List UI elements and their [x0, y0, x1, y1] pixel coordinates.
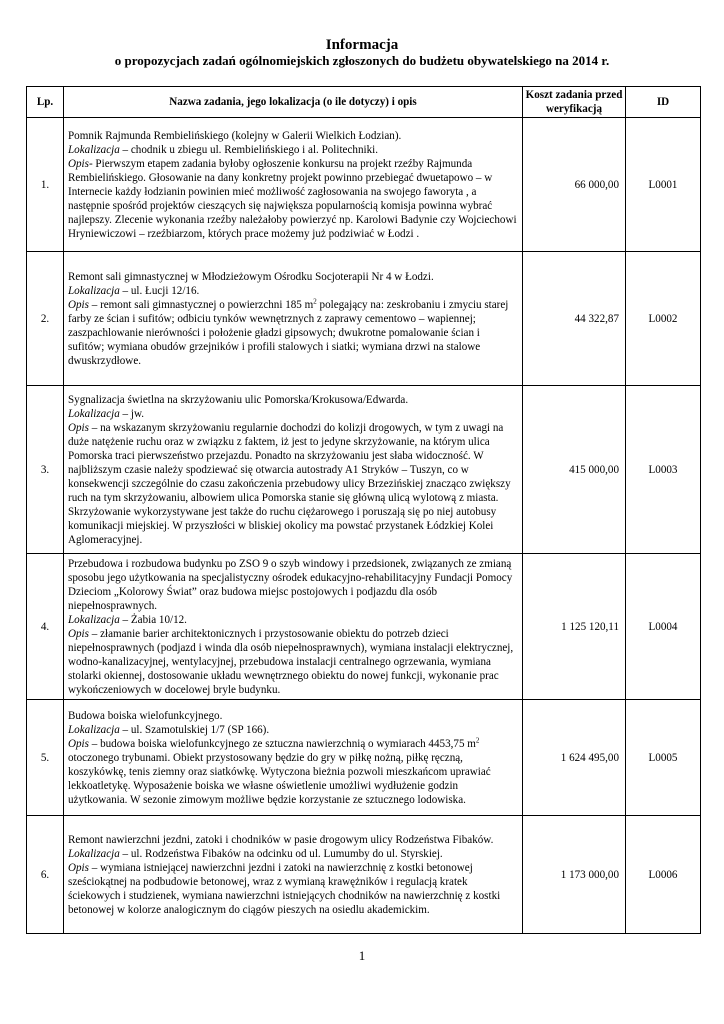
task-title: Remont sali gimnastycznej w Młodzieżowym Ośrodku Socjoterapii Nr 4 w Łodzi. — [68, 271, 434, 283]
task-description — [68, 421, 518, 547]
description-label: Opis — [68, 862, 89, 874]
superscript: 2 — [475, 736, 480, 745]
task-title: Sygnalizacja świetlna na skrzyżowaniu ulic Pomorska/Krokusowa/Edwarda. — [68, 394, 409, 406]
row-cost: 1 624 495,00 — [523, 700, 626, 816]
description-text: - Pierwszym etapem zadania byłoby ogłoszenie konkursu na projekt rzeźby Rajmunda Rembielińskiego. Głosowanie na dany konkretny projekt powinno przebiegać dwuetapowo – w Internecie każdy łodzianin powinien mieć możliwość zagłosowania na swojego faworyta , a następnie spośród projektów cieszących się największa popularnością komisja powinna wybrać najlepszy. Zlecenie wykonania rzeźby należałoby powierzyć np. Karolowi Badynie czy Wojciechowi Hryniewiczowi – rzeźbiarzom, których prace możemy już podziwiać w Łodzi . — [68, 158, 517, 240]
location-label: Lokalizacja — [68, 848, 120, 860]
row-description — [64, 252, 523, 386]
description-label: Opis — [68, 299, 89, 311]
column-header-lp: Lp. — [27, 87, 64, 118]
row-id: L0002 — [626, 252, 701, 386]
row-id: L0005 — [626, 700, 701, 816]
row-id: L0006 — [626, 816, 701, 934]
description-text-cont: polegający na: zeskrobaniu i zmyciu starej farby ze ścian i sufitów; odbiciu tynków wewnętrznych z zaprawy cementowo – wapiennej; zaszpachlowanie nierówności i położenie gładzi gipsowych; dwukrotne pomalowanie ścian i sufitów; wymiana obudów grzejników i profili stalowych i siatki; wymiana drzwi na stalowe dwuskrzydłowe. — [68, 299, 509, 367]
location-text: – chodnik u zbiegu ul. Rembielińskiego i al. Politechniki. — [119, 144, 378, 156]
task-description — [68, 627, 518, 697]
task-description — [68, 298, 518, 368]
task-location — [68, 143, 518, 157]
column-header-id: ID — [626, 87, 701, 118]
row-description — [64, 386, 523, 554]
description-text: – na wskazanym skrzyżowaniu regularnie dochodzi do kolizji drogowych, w tym z uwagi na duże natężenie ruchu oraz w związku z faktem, iż jest to jedyne skrzyżowanie, na którym ulica Pomorska traci pierwszeństwo przejazdu. Ponadto na skrzyżowaniu jest słaba widoczność. W najbliższym czasie należy spodziewać się otwarcia autostrady A1 Stryków – Tuszyn, co w konsekwencji szczególnie do czasu zakończenia przebudowy ulicy Brzezińskiej znacząco zwiększy ruch na tym skrzyżowaniu, albowiem ulica Pomorska stanie się główną ulicą wylotową z miasta. Skrzyżowanie wykorzystywane jest także do ruchu ciężarowego i poruszają się po niej autobusy komunikacji miejskiej. W przyszłości w bliskiej okolicy ma powstać przystanek Łódzkiej Kolei Aglomeracyjnej. — [68, 422, 511, 546]
location-label: Lokalizacja — [68, 724, 120, 736]
task-location — [68, 847, 518, 861]
description-label: Opis — [68, 738, 89, 750]
task-title: Remont nawierzchni jezdni, zatoki i chodników w pasie drogowym ulicy Rodzeństwa Fibaków. — [68, 834, 494, 846]
description-label: Opis — [68, 422, 89, 434]
description-label: Opis — [68, 628, 89, 640]
table-row — [27, 700, 701, 816]
table-row — [27, 386, 701, 554]
row-id: L0003 — [626, 386, 701, 554]
task-location — [68, 284, 518, 298]
description-text: – budowa boiska wielofunkcyjnego ze sztuczna nawierzchnią o wymiarach 4453,75 m — [88, 738, 476, 750]
row-cost: 1 125 120,11 — [523, 554, 626, 700]
task-location — [68, 613, 518, 627]
column-header-cost: Koszt zadania przed weryfikacją — [523, 87, 626, 118]
column-header-name: Nazwa zadania, jego lokalizacja (o ile dotyczy) i opis — [64, 87, 523, 118]
row-lp: 3. — [27, 386, 64, 554]
page-title: Informacja — [325, 37, 399, 53]
location-text: – ul. Rodzeństwa Fibaków na odcinku od ul. Lumumby do ul. Styrskiej. — [119, 848, 443, 860]
row-id: L0001 — [626, 118, 701, 252]
description-text: – remont sali gimnastycznej o powierzchni 185 m — [88, 299, 314, 311]
table-row — [27, 118, 701, 252]
row-description — [64, 118, 523, 252]
task-location — [68, 407, 518, 421]
row-lp: 5. — [27, 700, 64, 816]
page-number: 1 — [358, 948, 366, 963]
location-label: Lokalizacja — [68, 614, 120, 626]
location-label: Lokalizacja — [68, 408, 120, 420]
table-row — [27, 554, 701, 700]
row-cost: 415 000,00 — [523, 386, 626, 554]
task-description — [68, 157, 518, 241]
description-label: Opis — [68, 158, 89, 170]
proposals-table — [26, 86, 701, 934]
task-description — [68, 737, 518, 807]
page-subtitle: o propozycjach zadań ogólnomiejskich zgłoszonych do budżetu obywatelskiego na 2014 r. — [114, 53, 610, 68]
row-description — [64, 554, 523, 700]
row-description — [64, 816, 523, 934]
row-cost: 44 322,87 — [523, 252, 626, 386]
row-id: L0004 — [626, 554, 701, 700]
row-cost: 66 000,00 — [523, 118, 626, 252]
description-text-cont: otoczonego trybunami. Obiekt przystosowany będzie do gry w piłkę nożną, piłkę ręczną, koszykówkę, tenis ziemny oraz siatkówkę. Wytyczona bieżnia pozwoli mieszkańcom uprawiać lekkoatletykę. Wyposażenie boiska we własne oświetlenie umożliwi wydłużenie godzin użytkowania. W sezonie zimowym możliwe będzie korzystanie ze sztucznego lodowiska. — [68, 752, 491, 806]
location-text: – ul. Łucji 12/16. — [119, 285, 200, 297]
task-location — [68, 723, 518, 737]
row-lp: 2. — [27, 252, 64, 386]
task-title: Pomnik Rajmunda Rembielińskiego (kolejny w Galerii Wielkich Łodzian). — [68, 130, 402, 142]
row-cost: 1 173 000,00 — [523, 816, 626, 934]
row-lp: 1. — [27, 118, 64, 252]
location-label: Lokalizacja — [68, 285, 120, 297]
table-header-row — [27, 87, 701, 118]
table-row — [27, 252, 701, 386]
description-text: – złamanie barier architektonicznych i przystosowanie obiektu do potrzeb dzieci niepełnosprawnych (podjazd i winda dla osób niepełnosprawnych), wymiana instalacji elektrycznej, wodno-kanalizacyjnej, wentylacyjnej, przebudowa instalacji centralnego ogrzewania, wymiana stolarki okiennej, dostosowanie układu wewnętrznego obiektu do nowej funkcji, wykonanie prac wykończeniowych w docelowej bryle budynku. — [68, 628, 514, 696]
table-row — [27, 816, 701, 934]
location-text: – ul. Szamotulskiej 1/7 (SP 166). — [119, 724, 270, 736]
task-title: Budowa boiska wielofunkcyjnego. — [68, 710, 223, 722]
location-text: – jw. — [119, 408, 145, 420]
task-title: Przebudowa i rozbudowa budynku po ZSO 9 o szyb windowy i przedsionek, związanych ze zmianą sposobu jego użytkowania na specjalistyczny ośrodek edukacyjno-rehabilitacyjny Fundacji Pomocy Dzieciom „Kolorowy Świat” oraz budowa miejsc postojowych i podjazdu dla osób niepełnosprawnych. — [68, 558, 513, 612]
row-description — [64, 700, 523, 816]
description-text: – wymiana istniejącej nawierzchni jezdni i zatoki na nawierzchnię z kostki betonowej sześciokątnej na podbudowie betonowej, wraz z wymianą krawężników i regulacją kratek ściekowych i studzienek, wymiana nawierzchni istniejących chodników na nawierzchnię z kostki betonowej w kolorze analogicznym do ciągów pieszych na osiedlu akademickim. — [68, 862, 501, 916]
location-text: – Żabia 10/12. — [119, 614, 187, 626]
task-description — [68, 861, 518, 917]
superscript: 2 — [313, 297, 317, 306]
location-label: Lokalizacja — [68, 144, 120, 156]
row-lp: 4. — [27, 554, 64, 700]
row-lp: 6. — [27, 816, 64, 934]
